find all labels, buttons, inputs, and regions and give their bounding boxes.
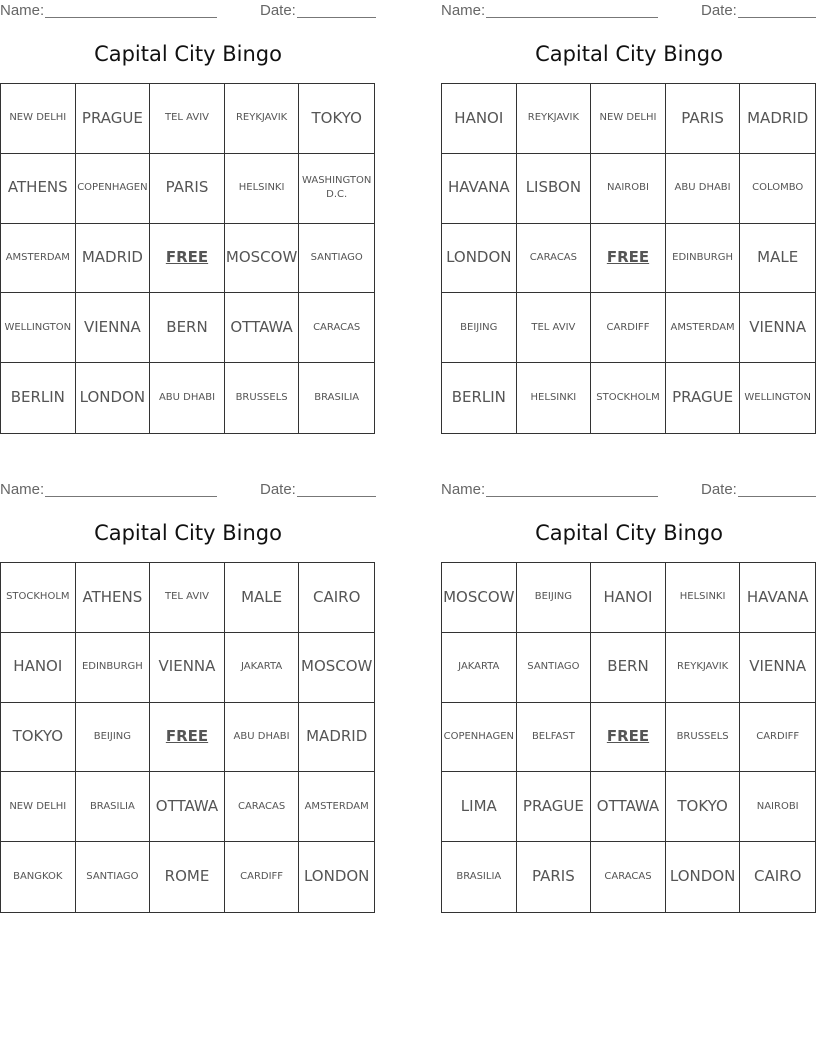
bingo-cell: CARDIFF: [225, 842, 300, 912]
bingo-cell: HELSINKI: [517, 363, 592, 433]
bingo-cell: WELLINGTON: [1, 293, 76, 363]
bingo-cell: NAIROBI: [591, 154, 666, 224]
bingo-cell: MADRID: [740, 84, 815, 154]
bingo-cell: CAIRO: [753, 867, 802, 886]
bingo-card: [441, 0, 816, 440]
name-blank-line: [45, 17, 217, 18]
bingo-cell: VIENNA: [740, 293, 815, 363]
bingo-grid: [0, 562, 375, 913]
bingo-cell: OTTAWA: [150, 772, 225, 842]
bingo-cell: ATHENS: [1, 154, 76, 224]
bingo-cell: BRASILIA: [76, 772, 151, 842]
bingo-cell: CARDIFF: [591, 293, 666, 363]
name-label: Name:: [0, 481, 49, 498]
name-blank-line: [486, 496, 658, 497]
date-label: Date:: [701, 481, 742, 498]
bingo-card: [441, 479, 816, 919]
bingo-cell: NEW DELHI: [591, 84, 666, 154]
card-title: Capital City Bingo: [94, 42, 282, 66]
bingo-cell: TEL AVIV: [150, 84, 225, 154]
name-blank-line: [45, 496, 217, 497]
name-date-row: [0, 479, 376, 501]
free-space: FREE: [591, 224, 666, 294]
bingo-cell: PARIS: [517, 842, 592, 912]
name-date-row: [441, 0, 816, 22]
bingo-cell: MOSCOW: [442, 563, 517, 633]
bingo-cell: PRAGUE: [76, 84, 151, 154]
date-blank-line: [297, 496, 376, 497]
bingo-cell: OTTAWA: [225, 293, 300, 363]
bingo-cell: SANTIAGO: [299, 224, 374, 294]
bingo-cell: WASHINGTON D.C.: [299, 154, 374, 224]
name-blank-line: [486, 17, 658, 18]
bingo-cell: HELSINKI: [225, 154, 300, 224]
bingo-cell: BRUSSELS: [225, 363, 300, 433]
bingo-cell: AMSTERDAM: [1, 224, 76, 294]
bingo-cell: BRUSSELS: [666, 703, 741, 773]
bingo-cell: CARACAS: [299, 293, 374, 363]
bingo-cell: SANTIAGO: [517, 633, 592, 703]
card-title: Capital City Bingo: [535, 42, 723, 66]
bingo-cell: JAKARTA: [225, 633, 300, 703]
bingo-cell: BERLIN: [1, 363, 76, 433]
bingo-cell: BERN: [150, 293, 225, 363]
bingo-cell: BERLIN: [442, 363, 517, 433]
free-space: FREE: [150, 703, 225, 773]
bingo-cell: HANOI: [1, 633, 76, 703]
date-blank-line: [738, 17, 816, 18]
free-space: FREE: [591, 703, 666, 773]
bingo-cell: NEW DELHI: [1, 84, 76, 154]
bingo-cell: MALE: [740, 224, 815, 294]
bingo-cell: AMSTERDAM: [666, 293, 741, 363]
card-title: Capital City Bingo: [94, 521, 282, 545]
bingo-cell: REYKJAVIK: [666, 633, 741, 703]
bingo-cell: CARACAS: [591, 842, 666, 912]
free-space: FREE: [150, 224, 225, 294]
bingo-card: [0, 479, 376, 919]
name-date-row: [441, 479, 816, 501]
bingo-cell: TOKYO: [299, 84, 374, 154]
bingo-cell: COLOMBO: [740, 154, 815, 224]
bingo-cell: HANOI: [591, 563, 666, 633]
bingo-cell: MOSCOW: [299, 633, 374, 703]
name-label: Name:: [441, 2, 490, 19]
bingo-cell: ROME: [150, 842, 225, 912]
bingo-grid: [441, 562, 816, 913]
bingo-cell: STOCKHOLM: [591, 363, 666, 433]
bingo-cell: BRASILIA: [442, 842, 517, 912]
bingo-cell: BEIJING: [517, 563, 592, 633]
bingo-cell: LONDON: [666, 842, 741, 912]
bingo-cell: HAVANA: [740, 563, 815, 633]
bingo-cell: REYKJAVIK: [517, 84, 592, 154]
date-label: Date:: [260, 481, 301, 498]
bingo-grid: [0, 83, 375, 434]
name-label: Name:: [441, 481, 490, 498]
bingo-cell: ATHENS: [76, 563, 151, 633]
bingo-cell: BRASILIA: [314, 391, 360, 403]
bingo-cell: JAKARTA: [442, 633, 517, 703]
bingo-cell: EDINBURGH: [76, 633, 151, 703]
bingo-cell: MOSCOW: [225, 224, 300, 294]
bingo-card: [0, 0, 376, 440]
bingo-cell: HAVANA: [442, 154, 517, 224]
bingo-cell: NEW DELHI: [1, 772, 76, 842]
bingo-cell: HANOI: [442, 84, 517, 154]
bingo-cell: LONDON: [442, 224, 517, 294]
bingo-cell: PRAGUE: [666, 363, 741, 433]
bingo-cell: MALE: [225, 563, 300, 633]
bingo-cell: WELLINGTON: [744, 391, 811, 403]
bingo-cell: STOCKHOLM: [1, 563, 76, 633]
bingo-grid: [441, 83, 816, 434]
bingo-cell: BELFAST: [517, 703, 592, 773]
bingo-cell: VIENNA: [150, 633, 225, 703]
bingo-cell: VIENNA: [740, 633, 815, 703]
bingo-cell: TOKYO: [666, 772, 741, 842]
bingo-cell: BERN: [591, 633, 666, 703]
bingo-cell: CARDIFF: [740, 703, 815, 773]
bingo-cell: AMSTERDAM: [299, 772, 374, 842]
bingo-cell: REYKJAVIK: [225, 84, 300, 154]
bingo-cell: NAIROBI: [740, 772, 815, 842]
bingo-cell: LONDON: [303, 867, 370, 886]
bingo-cell: TOKYO: [1, 703, 76, 773]
card-title: Capital City Bingo: [535, 521, 723, 545]
date-blank-line: [297, 17, 376, 18]
bingo-cell: OTTAWA: [591, 772, 666, 842]
bingo-cell: MADRID: [76, 224, 151, 294]
bingo-cell: TEL AVIV: [517, 293, 592, 363]
bingo-cell: COPENHAGEN: [76, 154, 151, 224]
date-label: Date:: [260, 2, 301, 19]
bingo-cell: EDINBURGH: [666, 224, 741, 294]
date-blank-line: [738, 496, 816, 497]
bingo-cell: COPENHAGEN: [442, 703, 517, 773]
date-label: Date:: [701, 2, 742, 19]
bingo-cell: BANGKOK: [1, 842, 76, 912]
bingo-cell: TEL AVIV: [150, 563, 225, 633]
bingo-cell: BEIJING: [76, 703, 151, 773]
bingo-cell: PARIS: [666, 84, 741, 154]
bingo-cell: LONDON: [76, 363, 151, 433]
name-date-row: [0, 0, 376, 22]
bingo-cell: ABU DHABI: [225, 703, 300, 773]
bingo-cell: CARACAS: [517, 224, 592, 294]
bingo-cell: CARACAS: [225, 772, 300, 842]
bingo-cell: PARIS: [150, 154, 225, 224]
bingo-cell: BEIJING: [442, 293, 517, 363]
bingo-cell: MADRID: [299, 703, 374, 773]
bingo-cell: LIMA: [442, 772, 517, 842]
bingo-cell: ABU DHABI: [150, 363, 225, 433]
bingo-cell: HELSINKI: [666, 563, 741, 633]
bingo-cell: LISBON: [517, 154, 592, 224]
bingo-cell: ABU DHABI: [666, 154, 741, 224]
bingo-cell: CAIRO: [299, 563, 374, 633]
bingo-cell: VIENNA: [76, 293, 151, 363]
bingo-cell: PRAGUE: [517, 772, 592, 842]
name-label: Name:: [0, 2, 49, 19]
bingo-cell: SANTIAGO: [76, 842, 151, 912]
